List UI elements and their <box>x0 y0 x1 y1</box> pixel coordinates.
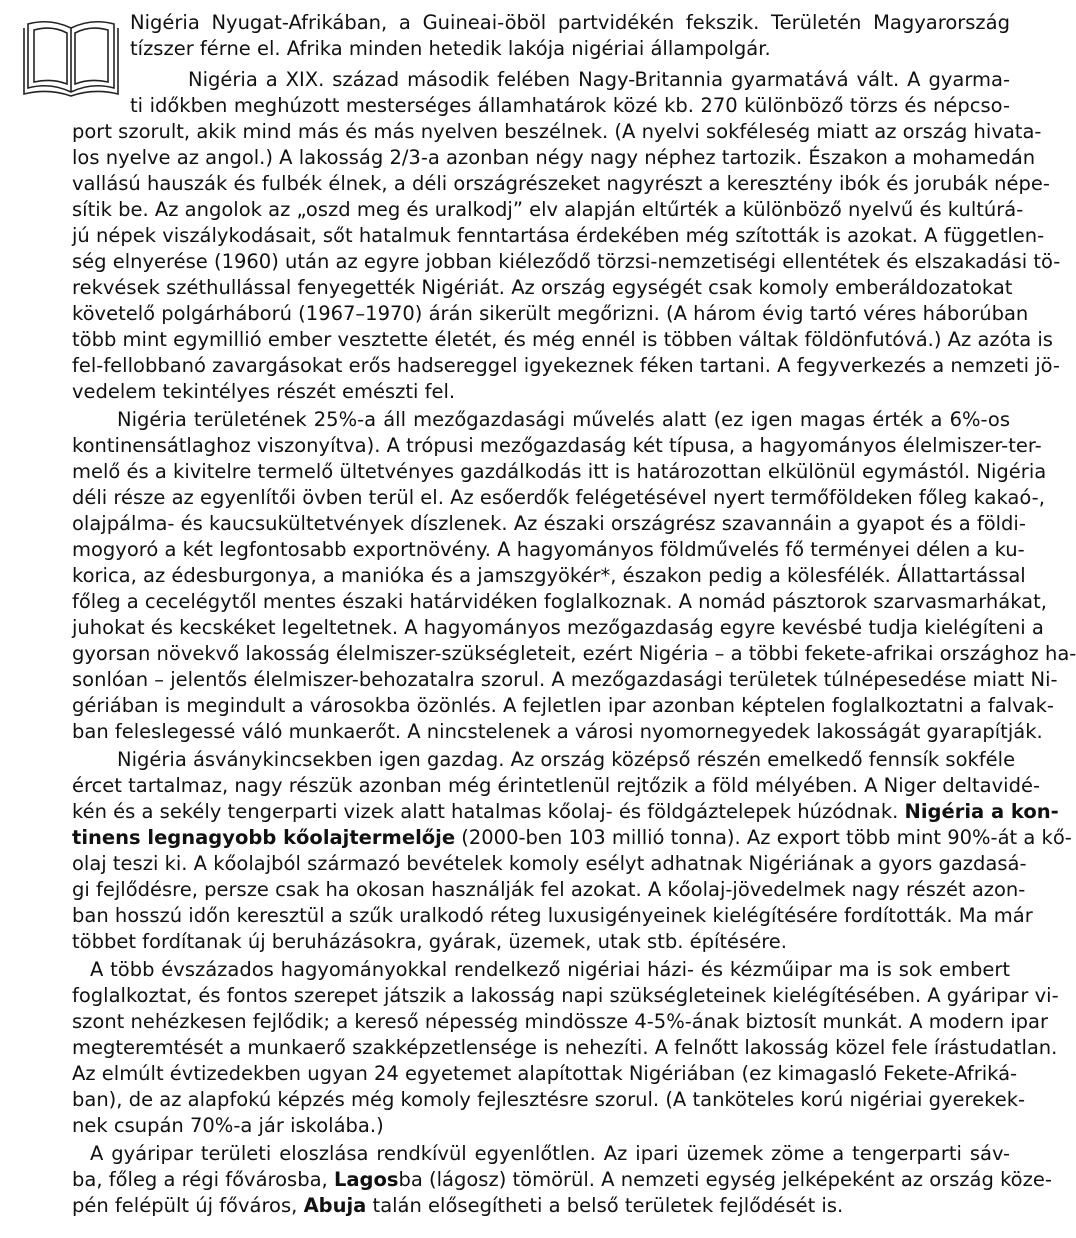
text-line: ban hosszú időn keresztül a szűk uralkodó réteg luxusigényeinek kielégítésére fordították. Ma már <box>72 904 1033 927</box>
text-line: Az elmúlt évtizedekben ugyan 24 egyetemet alapítottak Nigériában (ez kimagasló Fekete-Afriká- <box>72 1062 1018 1085</box>
text-line: több mint egymillió ember vesztette életét, és még ennél is többen váltak földönfutóvá.) Az azóta is <box>72 328 1053 351</box>
text-line: mogyoró a két legfontosabb exportnövény. A hagyományos földművelés fő terményei délen a ku- <box>72 538 1025 561</box>
text-line: juhokat és kecskéket legeltetnek. A hagyományos mezőgazdaság egyre kevésbé tudja kielégíteni a <box>72 616 1044 639</box>
text-line: port szorult, akik mind más és más nyelven beszélnek. (A nyelvi sokféleség miatt az ország hivata- <box>72 120 1042 143</box>
text-line: rekvések széthullással fenyegették Nigériát. Az ország egységét csak komoly emberáldozatokat <box>72 276 1013 299</box>
text-line: melő és a kivitelre termelő ültetvényes gazdálkodás itt is határozottan elkülönül egymástól. Nigéria <box>72 460 1047 483</box>
text-line: szont nehézkesen fejlődik; a kereső népesség mindössze 4-5%-ának biztosít munkát. A modern ipar <box>72 1010 1049 1033</box>
bold-text: tinens legnagyobb kőolajtermelője <box>72 826 456 849</box>
text-line: kontinensátlaghoz viszonyítva). A trópusi mezőgazdaság két típusa, a hagyományos élelmiszer-ter- <box>72 434 1042 457</box>
bold-text: Nigéria a kon- <box>904 800 1059 823</box>
text-line: ség elnyerése (1960) után az egyre jobban kiéleződő törzsi-nemzetiségi ellentétek és elszakadási tö- <box>72 250 1061 273</box>
text-line: sítik be. Az angolok az „oszd meg és uralkodj” elv alapján eltűrték a különböző nyelvű és kultúrá- <box>72 198 1024 221</box>
text-line: ércet tartalmaz, nagy részük azonban még érintetlenül rejtőzik a föld mélyében. A Niger deltavidé- <box>72 774 1040 797</box>
text-line: olajpálma- és kaucsukültetvények díszlenek. Az északi országrész szavannáin a gyapot és a földi- <box>72 512 1026 535</box>
text-line: A gyáripar területi eloszlása rendkívül egyenlőtlen. Az ipari üzemek zöme a tengerparti sáv- <box>90 1142 1010 1165</box>
text-line: nek csupán 70%-a jár iskolába.) <box>72 1114 384 1137</box>
text-line: A több évszázados hagyományokkal rendelkező nigériai házi- és kézműipar ma is sok embert <box>90 958 1010 981</box>
text-line: déli része az egyenlítői övben terül el. Az esőerdők felégetésével nyert termőföldeken főleg kakaó-, <box>72 486 1045 509</box>
text-segment: ba (lágosz) tömörül. A nemzeti egység jelképeként az ország köze- <box>398 1168 1052 1191</box>
book-icon <box>22 16 120 98</box>
text-line: főleg a cecelégytől mentes északi határvidéken foglalkoznak. A nomád pásztorok szarvasmarhákat, <box>72 590 1047 613</box>
text-line: Nigéria ásványkincsekben igen gazdag. Az ország középső részén emelkedő fennsík sokféle <box>117 748 1016 771</box>
text-line: Nigéria területének 25%-a áll mezőgazdasági művelés alatt (ez igen magas érték a 6%-os <box>117 408 1010 431</box>
text-line: sonlóan – jelentős élelmiszer-behozatalra szorul. A mezőgazdasági területek túlnépesedése miatt Ni- <box>72 668 1058 691</box>
text-line: olaj teszi ki. A kőolajból származó bevételek komoly esélyt adhatnak Nigériának a gyors gazdasá- <box>72 852 1027 875</box>
bold-text: Abuja <box>303 1194 367 1217</box>
text-line: követelő polgárháború (1967–1970) árán sikerült megőrizni. (A három évig tartó véres háborúban <box>72 302 1029 325</box>
text-segment: ba, főleg a régi fővárosba, <box>72 1168 328 1191</box>
text-line: gériában is megindult a városokba özönlés. A fejletlen ipar azonban képtelen foglalkoztatni a falvak- <box>72 694 1054 717</box>
text-segment: pén felépült új főváros, <box>72 1194 298 1217</box>
bold-text: Lagos <box>333 1168 399 1191</box>
text-line: tízszer férne el. Afrika minden hetedik lakója nigériai állampolgár. <box>130 37 771 60</box>
text-segment: kén és a sekély tengerparti vizek alatt hatalmas kőolaj- és földgáztelepek húzódnak. <box>72 800 899 823</box>
text-line: ban), de az alapfokú képzés még komoly fejlesztésre szorul. (A tanköteles korú nigériai gyerekek- <box>72 1088 1026 1111</box>
text-line: vallású hauszák és fulbék élnek, a déli országrészeket nagyrészt a keresztény ibók és jorubák népe- <box>72 172 1050 195</box>
text-line: fel-fellobbanó zavargásokat erős hadsereggel igyekeznek féken tartani. A fegyverkezés a nemzeti jö- <box>72 354 1060 377</box>
text-line <box>72 1167 1052 1193</box>
text-segment: talán elősegítheti a belső területek fejlődését is. <box>366 1194 844 1217</box>
text-line: gi fejlődésre, persze csak ha okosan használják fel azokat. A kőolaj-jövedelmek nagy részét azon- <box>72 878 1026 901</box>
text-line: Nigéria a XIX. század második felében Nagy-Britannia gyarmatává vált. A gyarma- <box>188 68 1010 91</box>
text-line: foglalkoztat, és fontos szerepet játszik a lakosság napi szükségleteinek kielégítésében. A gyáripar vi- <box>72 984 1059 1007</box>
text-segment: (2000-ben 103 millió tonna). Az export több mint 90%-át a kő- <box>455 826 1072 849</box>
text-line: los nyelve az angol.) A lakosság 2/3-a azonban négy nagy néphez tartozik. Északon a mohamedán <box>72 146 1036 169</box>
text-line: megteremtését a munkaerő szakképzetlensége is nehezíti. A felnőtt lakosság közel fele írástudatlan. <box>72 1036 1058 1059</box>
text-line: gyorsan növekvő lakosság élelmiszer-szükségleteit, ezért Nigéria – a többi fekete-afrikai országhoz ha- <box>72 642 1076 665</box>
text-line: jú népek viszálykodásait, sőt hatalmuk fenntartása érdekében még szították is azokat. A független- <box>72 224 1045 247</box>
text-line <box>72 1193 1010 1219</box>
text-line: vedelem tekintélyes részét emészti fel. <box>72 380 456 403</box>
text-line: többet fordítanak új beruházásokra, gyárak, üzemek, utak stb. építésére. <box>72 930 787 953</box>
text-line: Nigéria Nyugat-Afrikában, a Guineai-öböl partvidékén fekszik. Területén Magyarország <box>130 11 1010 34</box>
text-line: korica, az édesburgonya, a manióka és a jamszgyökér*, északon pedig a kölesfélék. Állattartással <box>72 564 1026 587</box>
text-line <box>72 799 1059 825</box>
text-line <box>72 825 1072 851</box>
text-line: ti időkben meghúzott mesterséges államhatárok közé kb. 270 különböző törzs és népcso- <box>130 94 1010 117</box>
text-line: ban feleslegessé váló munkaerőt. A nincstelenek a városi nyomornegyedek lakosságát gyarapítják. <box>72 720 1043 743</box>
